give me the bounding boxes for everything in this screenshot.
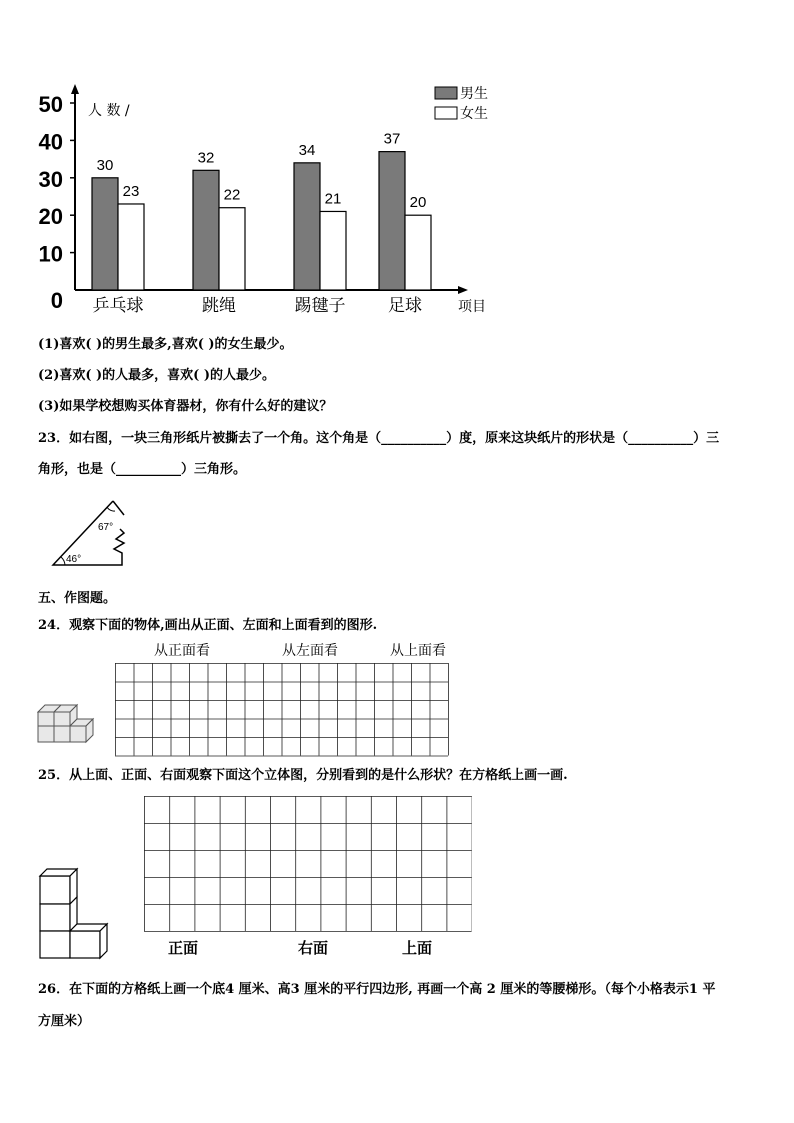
x-axis-title: 项目	[458, 299, 486, 315]
y-tick-label: 50	[38, 92, 63, 117]
legend-label: 男生	[460, 86, 488, 102]
angle-67-label: 67°	[98, 522, 114, 533]
bar-girls	[405, 215, 431, 290]
q25-drawing-grid[interactable]	[144, 796, 472, 932]
q26-text-line1: 26．在下面的方格纸上画一个底4 厘米、高3 厘米的平行四边形, 再画一个高 2 厘米的等腰梯形。（每个小格表示1 平	[38, 982, 716, 997]
q24-cube-object	[37, 703, 97, 745]
legend-label: 女生	[460, 106, 488, 122]
y-axis-arrow	[71, 84, 79, 94]
x-category-label: 足球	[388, 296, 422, 316]
y-tick-label: 10	[38, 241, 63, 267]
angle-46-label: 46°	[66, 554, 82, 565]
q25-label-right: 右面	[298, 939, 329, 957]
q24-label-top: 从上面看	[390, 643, 446, 659]
y-tick-label: 20	[38, 204, 63, 230]
torn-triangle-figure	[40, 495, 140, 575]
x-axis-arrow	[458, 286, 468, 294]
section5-title: 五、作图题。	[38, 591, 117, 606]
legend-swatch	[435, 107, 457, 119]
y-tick-label: 0	[50, 288, 63, 313]
bar-value-label: 20	[409, 194, 427, 212]
bar-value-label: 37	[383, 130, 401, 148]
bar-boys	[193, 170, 219, 290]
q23-text-line1: 23．如右图，一块三角形纸片被撕去了一个角。这个角是（__________）度，原来这块纸片的形状是（__________）三	[38, 431, 720, 446]
q26-text-line2: 方厘米）	[38, 1014, 91, 1029]
bar-boys	[92, 178, 118, 290]
q25-text: 25．从上面、正面、右面观察下面这个立体图，分别看到的是什么形状？在方格纸上画一画.	[38, 768, 568, 783]
q22-part1: (1)喜欢( )的男生最多,喜欢( )的女生最少。	[38, 337, 293, 352]
q24-label-left: 从左面看	[282, 643, 338, 659]
bar-boys	[379, 152, 405, 290]
q24-text: 24．观察下面的物体,画出从正面、左面和上面看到的图形.	[38, 618, 378, 633]
bar-value-label: 21	[324, 190, 342, 208]
q24-label-front: 从正面看	[154, 643, 210, 659]
y-tick-label: 30	[38, 166, 63, 192]
bar-value-label: 32	[197, 149, 215, 167]
bar-girls	[320, 211, 346, 290]
q25-cube-object	[38, 866, 110, 960]
bar-girls	[219, 208, 245, 290]
y-axis-title: 人 数 /	[88, 103, 130, 119]
x-category-label: 跳绳	[202, 296, 236, 316]
legend-swatch	[435, 87, 457, 99]
x-category-label: 踢毽子	[294, 296, 346, 316]
bar-chart	[0, 0, 794, 330]
q22-part3: (3)如果学校想购买体育器材，你有什么好的建议？	[38, 399, 333, 414]
q25-label-front: 正面	[168, 939, 199, 957]
q22-part2: (2)喜欢( )的人最多，喜欢( )的人最少。	[38, 368, 276, 383]
y-tick-label: 40	[38, 129, 63, 155]
x-category-label: 乒乓球	[92, 296, 144, 316]
bar-girls	[118, 204, 144, 290]
bar-boys	[294, 163, 320, 290]
q24-drawing-grid[interactable]	[115, 663, 449, 757]
bar-value-label: 34	[298, 141, 316, 159]
bar-value-label: 22	[223, 186, 241, 204]
bar-value-label: 23	[122, 182, 140, 200]
q25-label-top: 上面	[402, 939, 433, 957]
bar-value-label: 30	[96, 156, 114, 174]
q23-text-line2: 角形，也是（__________）三角形。	[38, 462, 247, 477]
